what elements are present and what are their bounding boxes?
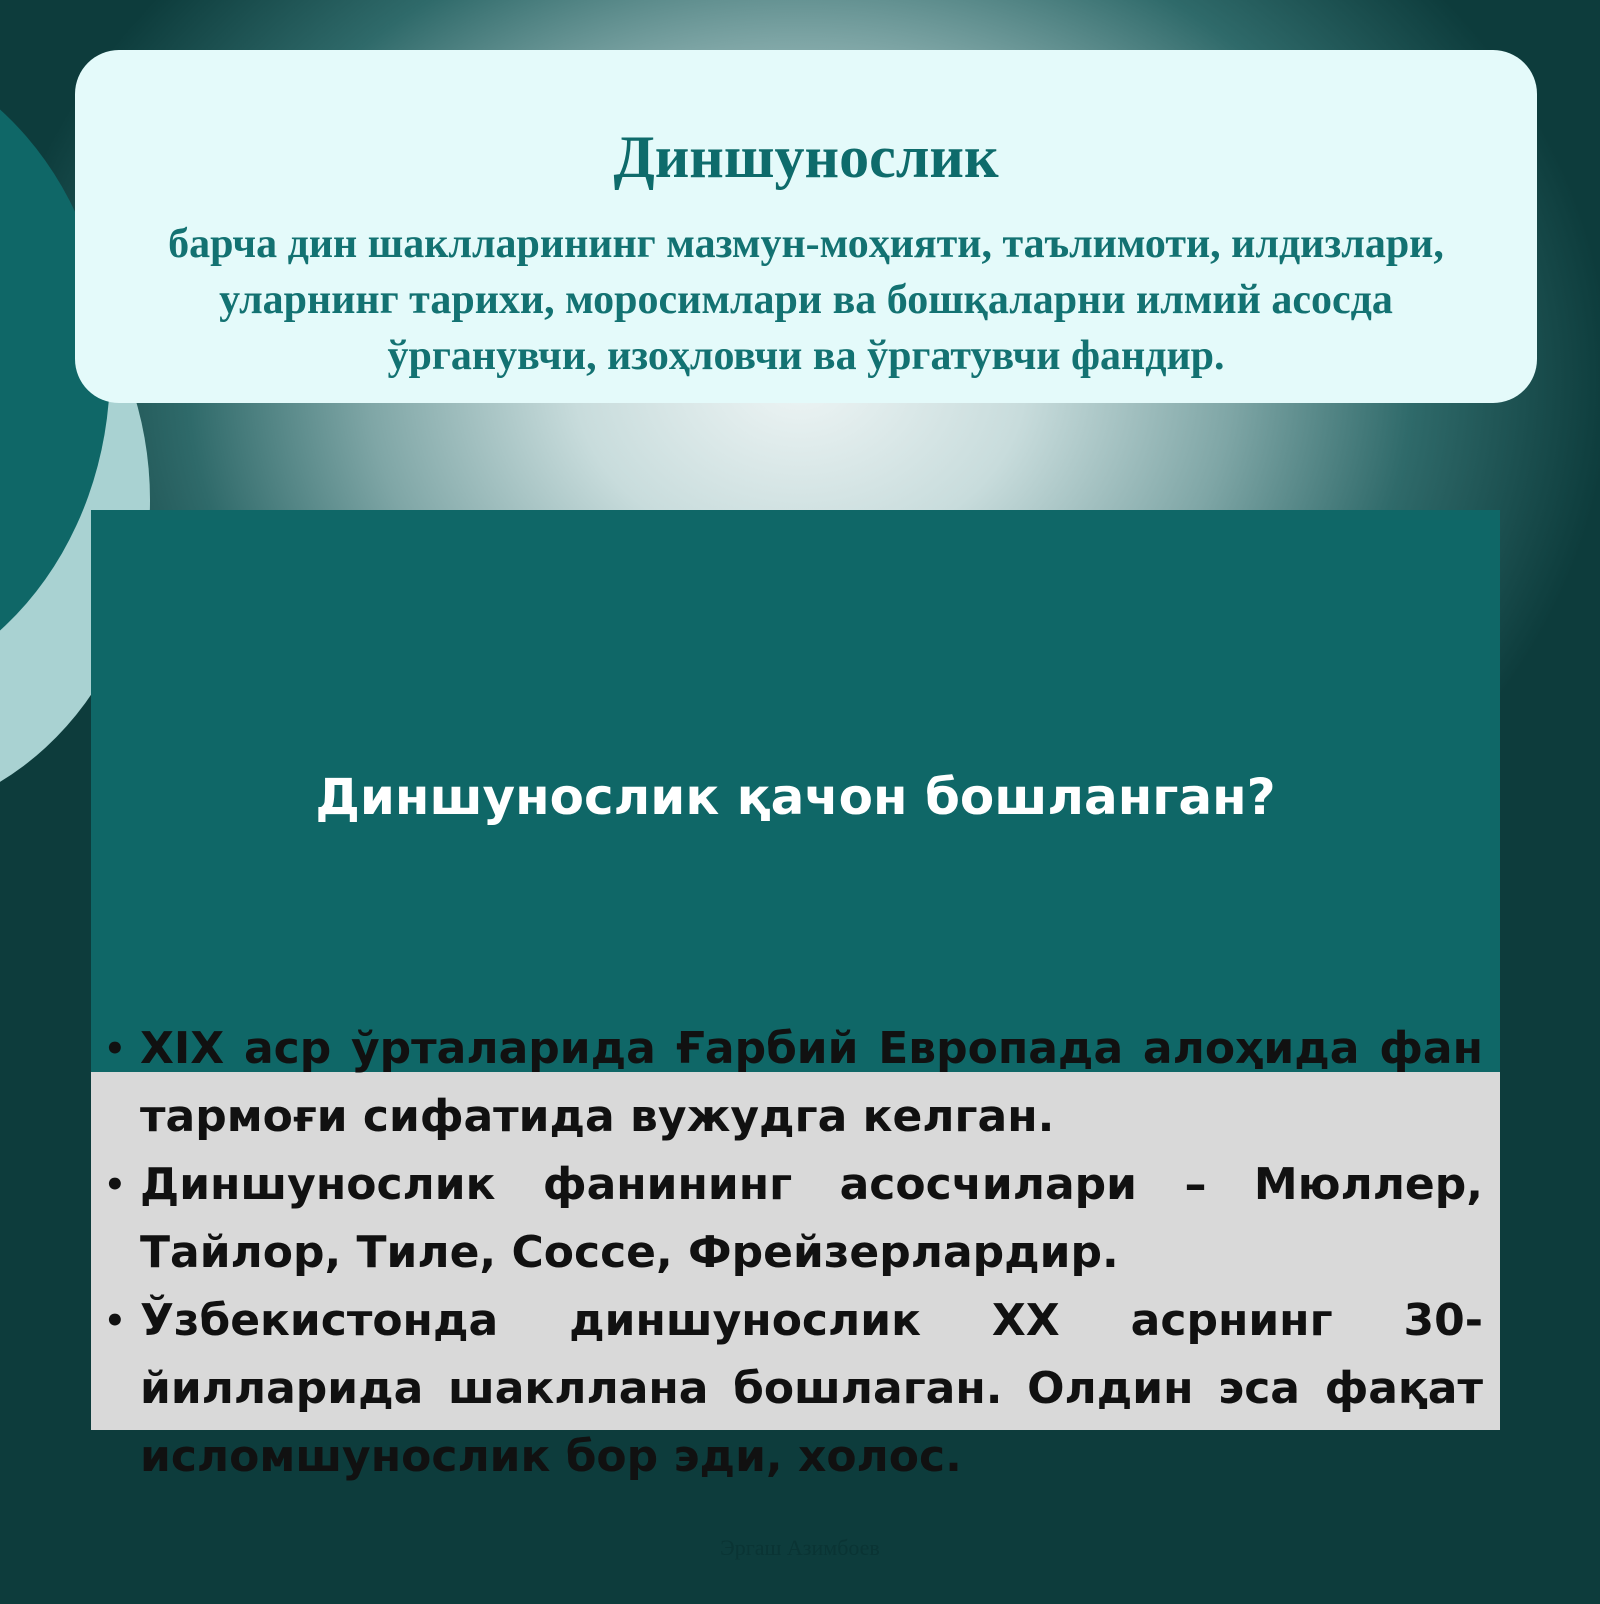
bullet-icon: • [104,1165,126,1205]
bullet-icon: • [104,1301,126,1341]
definition-text: барча дин шаклларининг мазмун-моҳияти, таълимоти, илдизлари, уларнинг тарихи, моросимлари ва бошқаларни илмий асосда ўрганувчи, изоҳловчи ва ўргатувчи фандир. [168,221,1444,379]
list-item-text: Ўзбекистонда диншунослик XX асрнинг 30-йилларида шакллана бошлаган. Олдин эса фақат исломшунослик бор эди, холос. [140,1295,1483,1482]
list-item [104,1015,1483,1151]
question-heading: Диншунослик қачон бошланган? [315,768,1276,826]
list-item-text: Диншунослик фанининг асосчилари – Мюллер, Тайлор, Тиле, Соссе, Фрейзерлардир. [140,1159,1483,1278]
bullet-icon: • [104,1029,126,1069]
list-item [104,1287,1483,1491]
bullet-list [104,1015,1483,1491]
list-item-text: XIX аср ўрталарида Ғарбий Европада алоҳида фан тармоғи сифатида вужудга келган. [140,1023,1483,1142]
definition-title: Диншунослик [613,124,999,190]
footer-author: Эргаш Азимбоев [720,1535,880,1560]
definition-card [75,50,1537,403]
list-item [104,1151,1483,1287]
